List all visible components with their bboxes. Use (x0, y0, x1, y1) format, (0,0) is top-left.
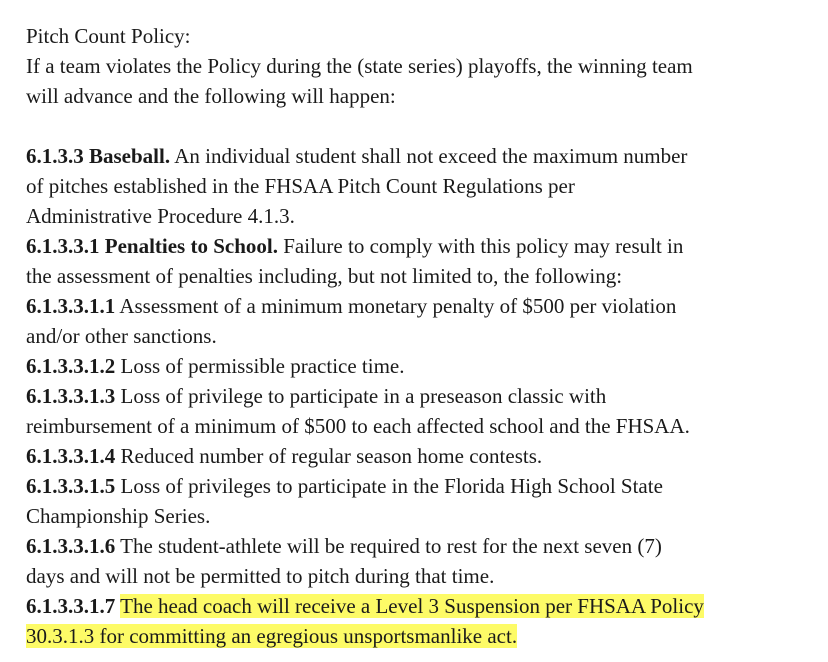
penalty-item-line-highlighted (26, 621, 816, 651)
item-number: 6.1.3.3.1.4 (26, 444, 116, 468)
rule-number: 6.1.3.3 (26, 144, 84, 168)
item-number: 6.1.3.3.1.6 (26, 534, 116, 558)
penalty-item-line-highlighted (26, 591, 816, 621)
rule-number: 6.1.3.3.1 (26, 234, 100, 258)
rule-baseball-line (26, 141, 816, 171)
item-number: 6.1.3.3.1.3 (26, 384, 116, 408)
rule-heading: Baseball. (89, 144, 171, 168)
item-text: Loss of permissible practice time. (115, 354, 405, 378)
rule-heading: Penalties to School. (104, 234, 278, 258)
penalty-item-line (26, 531, 816, 561)
penalty-item-line (26, 351, 816, 381)
penalty-item-line (26, 471, 816, 501)
rule-text: An individual student shall not exceed the maximum number (170, 144, 688, 168)
rule-penalties-line (26, 231, 816, 261)
item-number: 6.1.3.3.1.2 (26, 354, 116, 378)
intro-line: will advance and the following will happen: (26, 84, 396, 108)
item-text: Loss of privilege to participate in a preseason classic with (115, 384, 607, 408)
item-number: 6.1.3.3.1.1 (26, 294, 116, 318)
intro-title: Pitch Count Policy: (26, 24, 191, 48)
penalty-item-line (26, 291, 816, 321)
item-number: 6.1.3.3.1.7 (26, 594, 116, 618)
penalty-item-line: days and will not be permitted to pitch during that time. (26, 564, 495, 588)
penalty-item-line: and/or other sanctions. (26, 324, 217, 348)
intro-line: If a team violates the Policy during the (state series) playoffs, the winning team (26, 54, 693, 78)
highlighted-text: The head coach will receive a Level 3 Suspension per FHSAA Policy (120, 594, 704, 618)
rule-baseball-line: Administrative Procedure 4.1.3. (26, 204, 295, 228)
penalty-item-line (26, 441, 816, 471)
penalty-item-line: Championship Series. (26, 504, 211, 528)
highlighted-text: 30.3.1.3 for committing an egregious unsportsmanlike act. (26, 624, 518, 648)
penalty-item-line (26, 381, 816, 411)
item-text: Loss of privileges to participate in the Florida High School State (115, 474, 663, 498)
item-number: 6.1.3.3.1.5 (26, 474, 116, 498)
item-text: Reduced number of regular season home contests. (115, 444, 543, 468)
rule-text: Failure to comply with this policy may result in (278, 234, 684, 258)
policy-text (26, 21, 816, 651)
spacer (26, 111, 816, 141)
penalty-item-line: reimbursement of a minimum of $500 to each affected school and the FHSAA. (26, 414, 690, 438)
item-text: Assessment of a minimum monetary penalty of $500 per violation (115, 294, 677, 318)
rule-penalties-line: the assessment of penalties including, but not limited to, the following: (26, 264, 623, 288)
item-text: The student-athlete will be required to rest for the next seven (7) (115, 534, 662, 558)
rule-baseball-line: of pitches established in the FHSAA Pitch Count Regulations per (26, 174, 575, 198)
